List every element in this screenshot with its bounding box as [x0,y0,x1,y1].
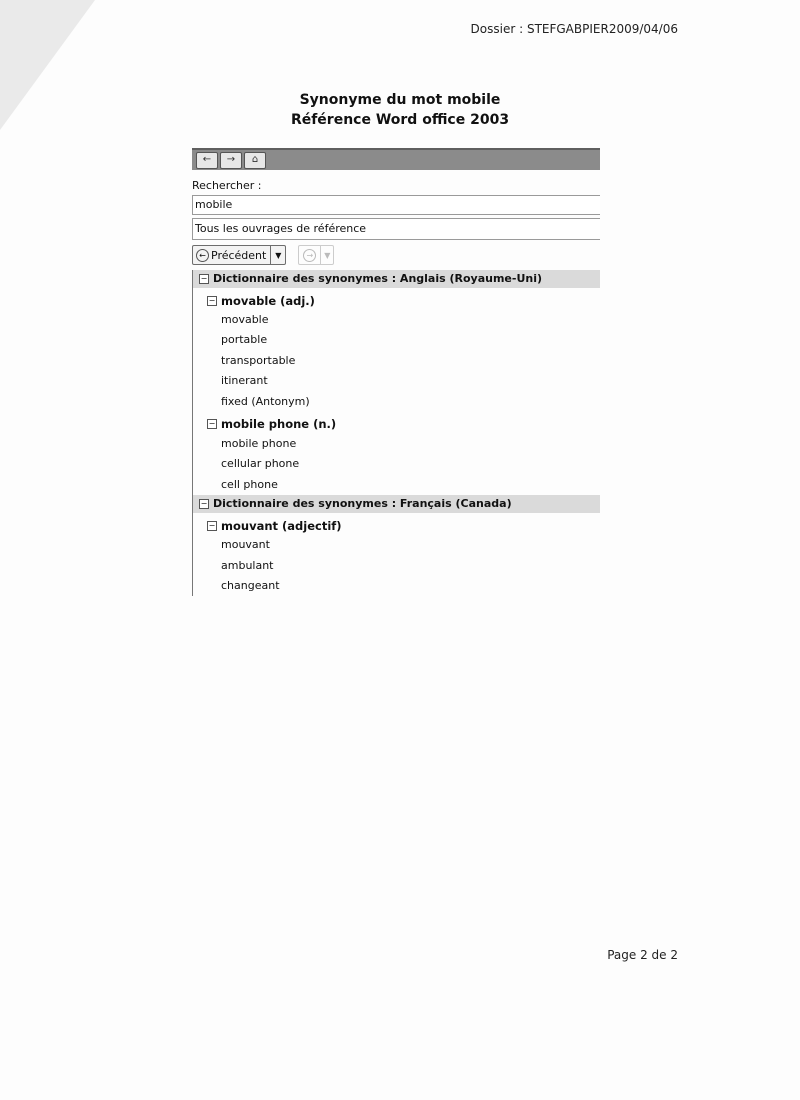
chevron-down-icon[interactable]: ▼ [270,246,285,264]
previous-label: Précédent [211,248,267,262]
home-icon[interactable]: ⌂ [244,152,266,169]
title-line-1: Synonyme du mot mobile [299,92,501,108]
search-input[interactable]: mobile [192,195,600,215]
synonym-item[interactable]: movable [221,313,269,326]
page-number: Page 2 de 2 [607,948,678,962]
section-heading-french[interactable]: − Dictionnaire des synonymes : Français (Canada) [193,495,600,513]
section-heading-english[interactable]: − Dictionnaire des synonymes : Anglais (Royaume-Uni) [193,270,600,288]
document-title [0,90,800,130]
previous-button[interactable] [192,245,286,265]
synonym-item[interactable]: cell phone [221,477,278,491]
group-heading-mobile-phone[interactable]: − mobile phone (n.) [208,417,337,432]
collapse-icon[interactable]: − [200,499,208,509]
research-toolbar [192,148,600,170]
back-circle-icon: ← [196,249,209,262]
reference-source-select[interactable]: Tous les ouvrages de référence [192,218,600,240]
synonym-item[interactable]: transportable [221,353,296,367]
chevron-down-icon[interactable]: ▼ [320,246,333,264]
navigation-row [192,244,600,266]
research-pane [192,148,600,596]
synonym-item[interactable]: mouvant [221,538,270,552]
back-arrow-icon[interactable]: ← [196,152,218,169]
group-heading-mouvant[interactable]: − mouvant (adjectif) [208,518,342,533]
synonym-item[interactable]: portable [221,333,268,347]
group-heading-movable[interactable]: − movable (adj.) [208,293,315,308]
collapse-icon[interactable]: − [208,419,216,429]
dossier-reference: Dossier : STEFGABPIER2009/04/06 [470,22,678,36]
synonym-item[interactable]: ambulant [221,558,274,572]
forward-arrow-icon[interactable]: → [220,152,242,169]
research-results [192,270,600,596]
next-button[interactable] [298,245,334,265]
collapse-icon[interactable]: − [208,295,216,305]
synonym-item[interactable]: cellular phone [221,457,300,471]
forward-circle-icon: → [303,249,316,262]
collapse-icon[interactable]: − [208,520,216,530]
title-line-2: Référence Word office 2003 [290,112,510,128]
synonym-item[interactable]: mobile phone [221,436,297,450]
synonym-item[interactable]: itinerant [221,374,268,388]
search-label: Rechercher : [192,179,262,192]
collapse-icon[interactable]: − [200,274,208,283]
synonym-item[interactable]: changeant [221,578,280,592]
synonym-item[interactable]: fixed (Antonym) [221,394,310,408]
